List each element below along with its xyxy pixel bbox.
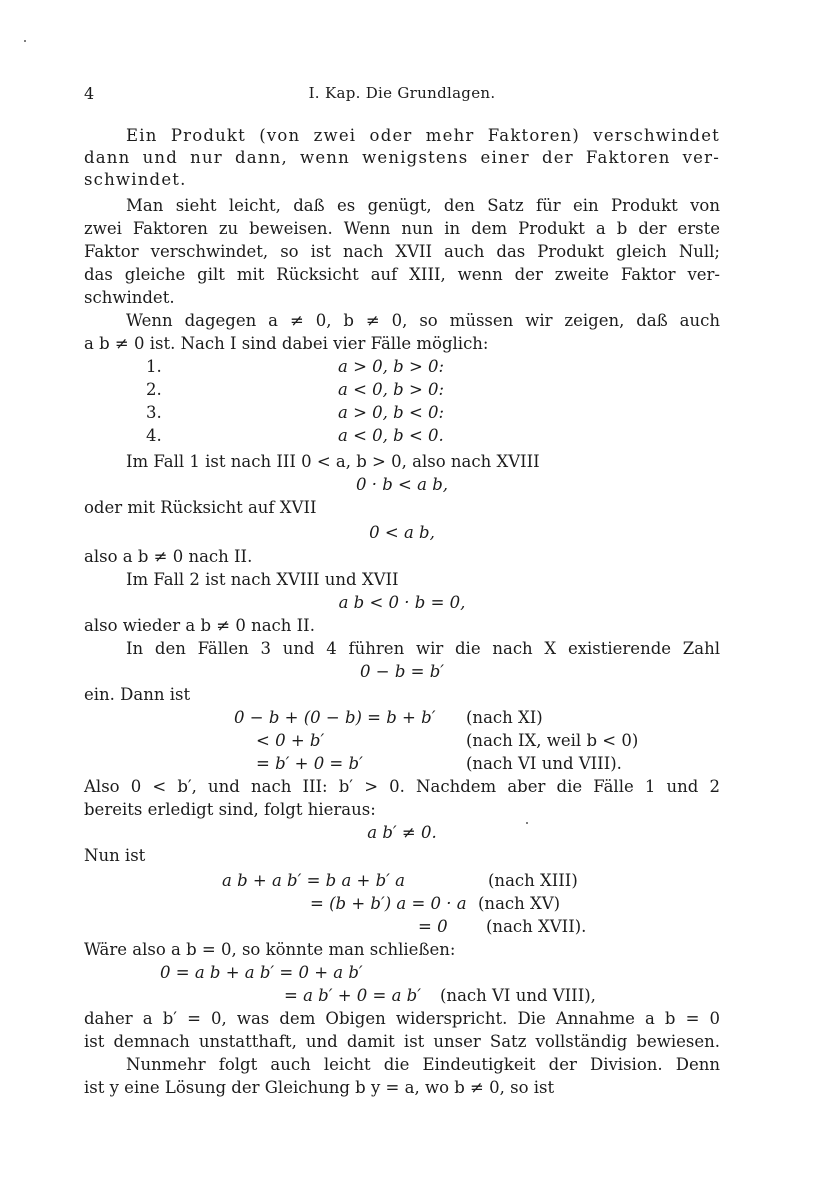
derivation-equation: = 0 xyxy=(418,917,448,936)
equation: 0 · b < a b, xyxy=(356,475,448,494)
equation: a b < 0 · b = 0, xyxy=(338,593,466,612)
page-number: 4 xyxy=(84,84,95,103)
body-line: Wäre also a b = 0, so könnte man schließen: xyxy=(84,940,456,959)
body-line: Wenn dagegen a ≠ 0, b ≠ 0, so müssen wir zeigen, daß auch xyxy=(126,311,720,330)
body-line: Nunmehr folgt auch leicht die Eindeutigkeit der Division. Denn xyxy=(126,1055,720,1074)
case-formula: a > 0, b < 0: xyxy=(338,403,445,422)
body-line: Im Fall 2 ist nach XVIII und XVII xyxy=(126,570,399,589)
derivation-equation: = b′ + 0 = b′ xyxy=(256,754,363,773)
body-line: Im Fall 1 ist nach III 0 < a, b > 0, also nach XVIII xyxy=(126,452,540,471)
derivation-note: (nach VI und VIII). xyxy=(466,754,622,773)
running-title: I. Kap. Die Grundlagen. xyxy=(308,84,496,102)
derivation-equation: = a b′ + 0 = a b′ xyxy=(284,986,421,1005)
derivation-note: (nach XI) xyxy=(466,708,543,727)
derivation-note: (nach IX, weil b < 0) xyxy=(466,731,639,750)
case-number: 3. xyxy=(146,403,162,422)
body-line: zwei Faktoren zu beweisen. Wenn nun in dem Produkt a b der erste xyxy=(84,219,720,238)
equation: a b′ ≠ 0. xyxy=(367,823,437,842)
body-line: das gleiche gilt mit Rücksicht auf XIII, wenn der zweite Faktor ver- xyxy=(84,265,720,284)
body-line: Man sieht leicht, daß es genügt, den Satz für ein Produkt von xyxy=(126,196,720,215)
derivation-note: (nach XVII). xyxy=(486,917,587,936)
body-line: ist demnach unstatthaft, und damit ist unser Satz vollständig bewiesen. xyxy=(84,1032,720,1051)
derivation-note: (nach XV) xyxy=(478,894,561,913)
body-line: Also 0 < b′, und nach III: b′ > 0. Nachdem aber die Fälle 1 und 2 xyxy=(84,777,720,796)
body-line: Faktor verschwindet, so ist nach XVII auch das Produkt gleich Null; xyxy=(84,242,720,261)
body-line: schwindet. xyxy=(84,288,175,307)
derivation-note: (nach VI und VIII), xyxy=(440,986,596,1005)
equation: 0 < a b, xyxy=(369,523,435,542)
theorem-line: dann und nur dann, wenn wenigstens einer der Faktoren ver- xyxy=(84,148,720,167)
derivation-equation: a b + a b′ = b a + b′ a xyxy=(222,871,406,890)
body-line: also wieder a b ≠ 0 nach II. xyxy=(84,616,315,635)
equation: 0 − b = b′ xyxy=(360,662,444,681)
derivation-equation: 0 − b + (0 − b) = b + b′ xyxy=(234,708,436,727)
body-line: also a b ≠ 0 nach II. xyxy=(84,547,253,566)
case-number: 2. xyxy=(146,380,162,399)
body-line: ein. Dann ist xyxy=(84,685,191,704)
case-formula: a > 0, b > 0: xyxy=(338,357,445,376)
theorem-line: Ein Produkt (von zwei oder mehr Faktoren) verschwindet xyxy=(126,126,720,145)
body-line: In den Fällen 3 und 4 führen wir die nach X existierende Zahl xyxy=(126,639,720,658)
case-number: 4. xyxy=(146,426,162,445)
derivation-equation: = (b + b′) a = 0 · a xyxy=(310,894,467,913)
body-line: Nun ist xyxy=(84,846,146,865)
derivation-note: (nach XIII) xyxy=(488,871,578,890)
case-formula: a < 0, b > 0: xyxy=(338,380,445,399)
derivation-equation: 0 = a b + a b′ = 0 + a b′ xyxy=(160,963,363,982)
body-line: ist y eine Lösung der Gleichung b y = a, wo b ≠ 0, so ist xyxy=(84,1078,555,1097)
case-number: 1. xyxy=(146,357,162,376)
speck-mark xyxy=(24,40,26,42)
body-line: daher a b′ = 0, was dem Obigen widerspricht. Die Annahme a b = 0 xyxy=(84,1009,720,1028)
body-line: a b ≠ 0 ist. Nach I sind dabei vier Fälle möglich: xyxy=(84,334,489,353)
theorem-line: schwindet. xyxy=(84,170,187,189)
body-line: oder mit Rücksicht auf XVII xyxy=(84,498,317,517)
derivation-equation: < 0 + b′ xyxy=(256,731,325,750)
body-line: bereits erledigt sind, folgt hieraus: xyxy=(84,800,376,819)
case-formula: a < 0, b < 0. xyxy=(338,426,444,445)
